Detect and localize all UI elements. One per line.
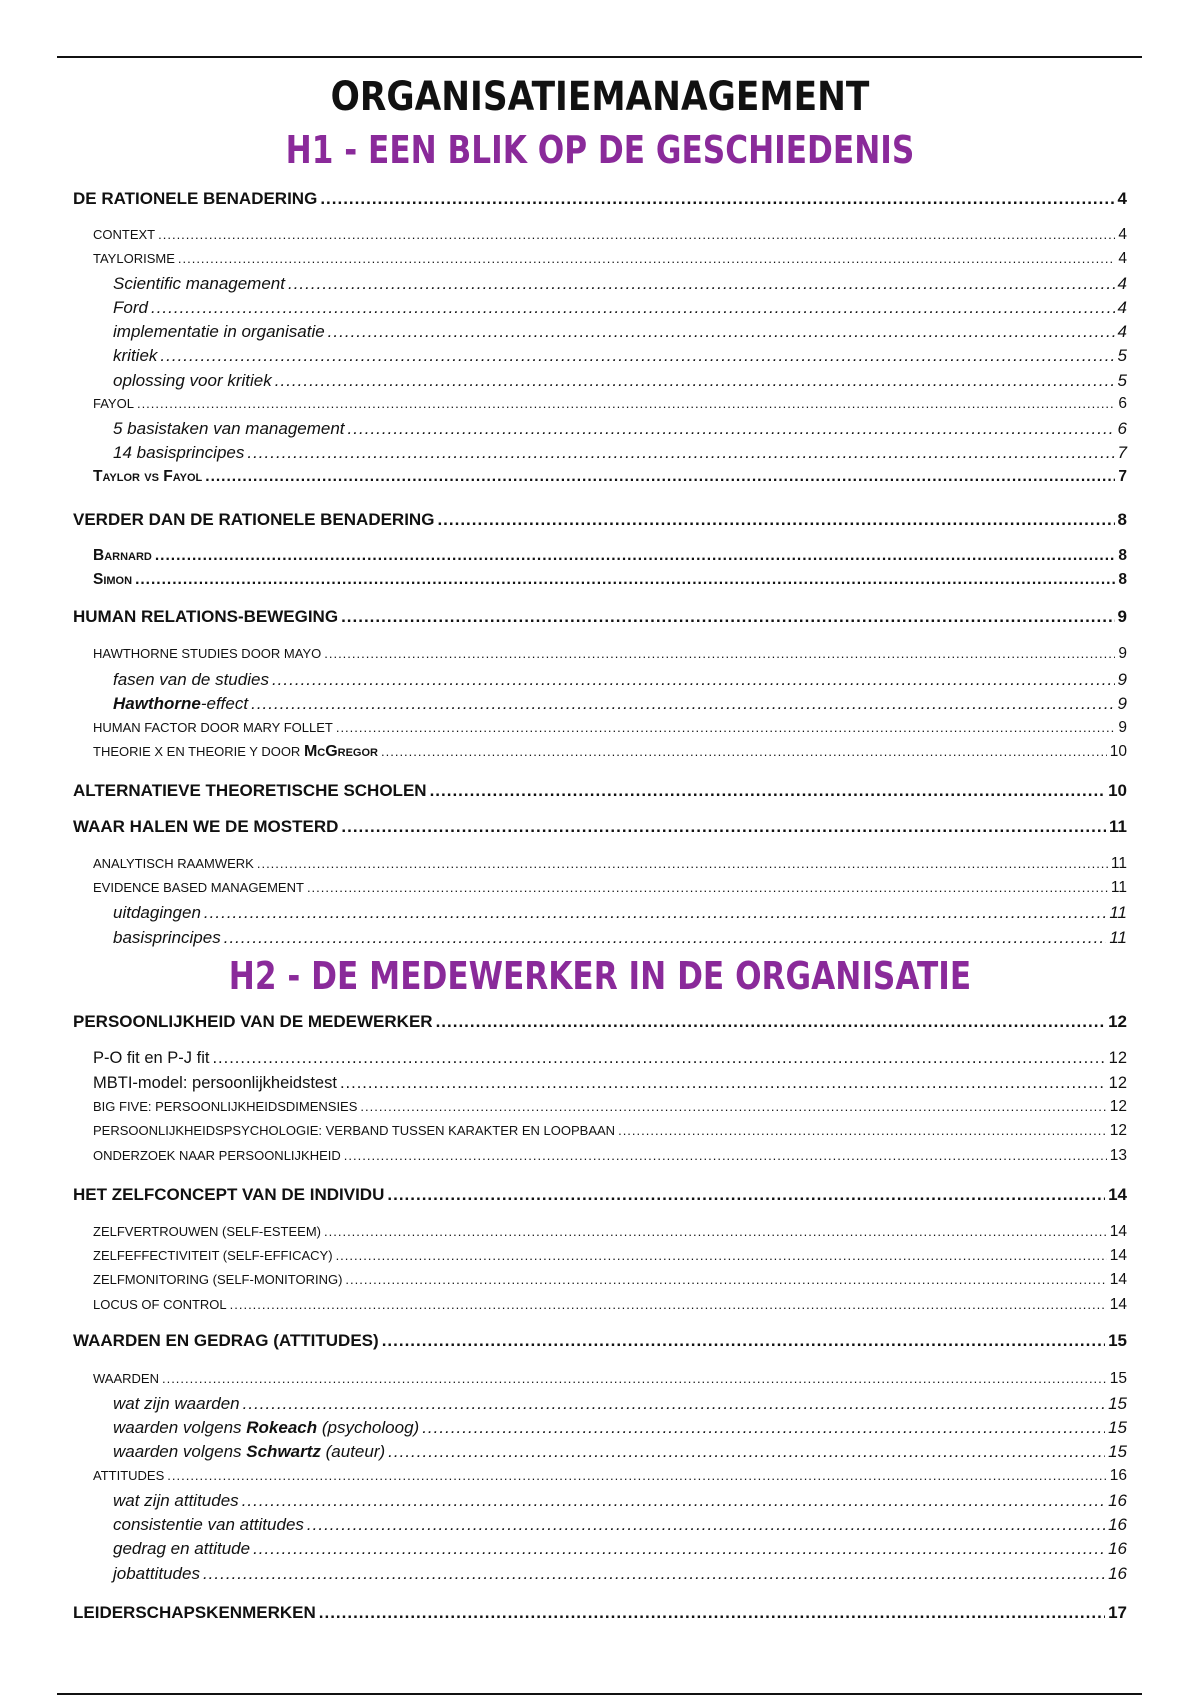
toc-entry[interactable]: P-O fit en P-J fit ..... 12 [73,1049,1127,1068]
toc-entry[interactable]: THEORIE X EN THEORIE Y DOOR McGregor ..... 10 [73,743,1127,761]
toc-entry[interactable]: ALTERNATIEVE THEORETISCHE SCHOLEN ..... 10 [73,781,1127,801]
bottom-rule [57,1693,1142,1695]
toc-entry[interactable]: oplossing voor kritiek ..... 5 [73,371,1127,391]
toc-entry[interactable]: ZELFMONITORING (SELF-MONITORING) ..... 14 [73,1271,1127,1289]
toc-entry[interactable]: PERSOONLIJKHEID VAN DE MEDEWERKER ..... 12 [73,1012,1127,1032]
toc-entry[interactable]: TAYLORISME ..... 4 [73,250,1127,268]
toc-entry[interactable]: HUMAN FACTOR DOOR MARY FOLLET ..... 9 [73,719,1127,737]
toc-entry[interactable]: basisprincipes ..... 11 [73,928,1127,948]
toc-entry[interactable]: BIG FIVE: PERSOONLIJKHEIDSDIMENSIES ..... 12 [73,1098,1127,1116]
chapter-heading-h2: H2 - DE MEDEWERKER IN DE ORGANISATIE [228,954,972,998]
document-title: ORGANISATIEMANAGEMENT [330,74,870,120]
toc-entry[interactable]: WAAR HALEN WE DE MOSTERD ..... 11 [73,817,1127,837]
toc-entry[interactable]: implementatie in organisatie ..... 4 [73,322,1127,342]
toc-entry[interactable]: fasen van de studies ..... 9 [73,670,1127,690]
toc-entry[interactable]: LEIDERSCHAPSKENMERKEN ..... 17 [73,1603,1127,1623]
toc-entry[interactable]: ATTITUDES ..... 16 [73,1467,1127,1485]
toc-entry[interactable]: DE RATIONELE BENADERING ..... 4 [73,189,1127,209]
toc-entry[interactable]: ONDERZOEK NAAR PERSOONLIJKHEID ..... 13 [73,1147,1127,1165]
toc-entry[interactable]: ZELFEFFECTIVITEIT (SELF-EFFICACY) ..... 14 [73,1247,1127,1265]
toc-entry[interactable]: FAYOL ..... 6 [73,395,1127,413]
toc-entry[interactable]: waarden volgens Rokeach (psycholoog) ..... 15 [73,1418,1127,1438]
toc-entry[interactable]: wat zijn waarden ..... 15 [73,1394,1127,1414]
chapter-heading-h1: H1 - EEN BLIK OP DE GESCHIEDENIS [285,128,915,172]
toc-entry[interactable]: ANALYTISCH RAAMWERK ..... 11 [73,855,1127,873]
toc-entry[interactable]: wat zijn attitudes ..... 16 [73,1491,1127,1511]
toc-entry[interactable]: CONTEXT ..... 4 [73,226,1127,244]
toc-entry[interactable]: 14 basisprincipes ..... 7 [73,443,1127,463]
toc-entry[interactable]: 5 basistaken van management ..... 6 [73,419,1127,439]
toc-entry[interactable]: consistentie van attitudes ..... 16 [73,1515,1127,1535]
toc-entry[interactable]: waarden volgens Schwartz (auteur) ..... 15 [73,1442,1127,1462]
toc-entry[interactable]: Simon ..... 8 [73,571,1127,589]
toc-entry[interactable]: WAARDEN ..... 15 [73,1370,1127,1388]
top-rule [57,56,1142,58]
toc-entry[interactable]: LOCUS OF CONTROL ..... 14 [73,1296,1127,1314]
toc-entry[interactable]: HUMAN RELATIONS-BEWEGING ..... 9 [73,607,1127,627]
toc-entry[interactable]: Barnard ..... 8 [73,547,1127,565]
toc-entry[interactable]: VERDER DAN DE RATIONELE BENADERING ..... 8 [73,510,1127,530]
toc-entry[interactable]: EVIDENCE BASED MANAGEMENT ..... 11 [73,879,1127,897]
toc-entry[interactable]: HAWTHORNE STUDIES DOOR MAYO ..... 9 [73,645,1127,663]
toc-entry[interactable]: HET ZELFCONCEPT VAN DE INDIVIDU ..... 14 [73,1185,1127,1205]
toc-entry[interactable]: Scientific management ..... 4 [73,274,1127,294]
toc-entry[interactable]: Taylor vs Fayol ..... 7 [73,468,1127,486]
toc-entry[interactable]: PERSOONLIJKHEIDSPSYCHOLOGIE: VERBAND TUSSEN KARAKTER EN LOOPBAAN ..... 12 [73,1122,1127,1140]
toc-entry[interactable]: uitdagingen ..... 11 [73,903,1127,923]
toc-entry[interactable]: Ford ..... 4 [73,298,1127,318]
toc-entry[interactable]: gedrag en attitude ..... 16 [73,1539,1127,1559]
toc-entry[interactable]: ZELFVERTROUWEN (SELF-ESTEEM) ..... 14 [73,1223,1127,1241]
toc-entry[interactable]: Hawthorne-effect ..... 9 [73,694,1127,714]
toc-entry[interactable]: MBTI-model: persoonlijkheidstest ..... 12 [73,1074,1127,1093]
toc-entry[interactable]: kritiek ..... 5 [73,346,1127,366]
toc-entry[interactable]: jobattitudes ..... 16 [73,1564,1127,1584]
toc-entry[interactable]: WAARDEN EN GEDRAG (ATTITUDES) ..... 15 [73,1331,1127,1351]
